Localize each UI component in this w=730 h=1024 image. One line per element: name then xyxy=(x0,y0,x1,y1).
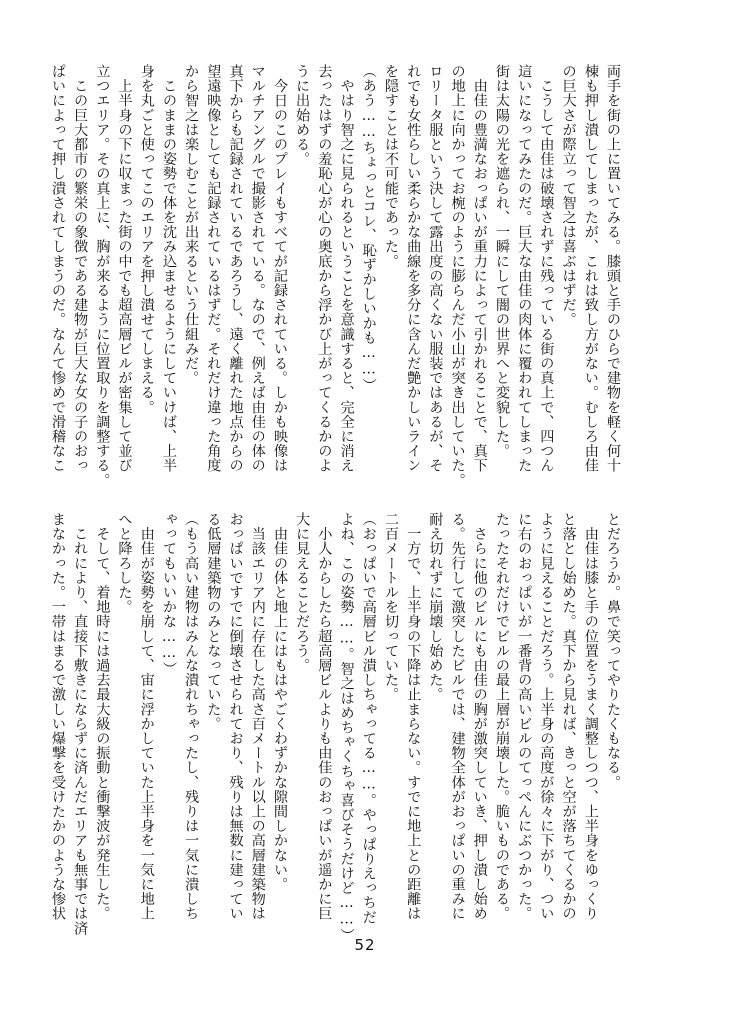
lower-text-line: る。先行して激突したビルでは、建物全体がおっぱいの重みに xyxy=(449,512,466,921)
upper-text-line: 今日のこのプレイもすべてが記録されている。しかも映像は xyxy=(271,64,288,473)
upper-text-line: 立つエリア。その真上に、胸が来るように位置取りを調整する。 xyxy=(94,64,111,488)
lower-text-line: さらに他のビルにも由佳の胸が激突していき、押し潰し始め xyxy=(471,512,488,921)
upper-text-block xyxy=(49,64,624,496)
lower-text-line: そして、着地時には過去最大級の振動と衝撃波が発生した。 xyxy=(94,512,111,921)
lower-text-line: 耐え切れずに崩壊し始めた。 xyxy=(427,512,444,702)
lower-text-line: 大に見えることだろう。 xyxy=(294,512,311,673)
lower-text-line: これにより、直接下敷きにならずに済んだエリアも無事では済 xyxy=(72,512,89,936)
lower-text-line: よね、この姿勢……。智之はめちゃくちゃ喜びそうだけど……） xyxy=(338,512,355,943)
upper-text-line: 真下からも記録されているであろうし、遠く離れた地点からの xyxy=(227,64,244,473)
lower-text-block xyxy=(49,512,624,944)
upper-text-line: ロリータ服という決して露出度の高くない服装ではあるが、そ xyxy=(427,64,444,473)
upper-text-line: 望遠映像としても記録されているはずだ。それだけ違った角度 xyxy=(205,64,222,473)
upper-text-line: から智之は楽しむことが出来るという仕組みだ。 xyxy=(183,64,200,386)
upper-text-line: 身を丸ごと使ってこのエリアを押し潰せてしまえる。 xyxy=(138,64,155,415)
upper-text-line: このままの姿勢で体を沈み込ませるようにしていけば、上半 xyxy=(160,64,177,473)
upper-text-line: れでも女性らしい柔らかな曲線を多分に含んだ艶かしいライン xyxy=(405,64,422,473)
upper-text-line: 棟も押し潰してしまったが、これは致し方がない。むしろ由佳 xyxy=(582,64,599,473)
lower-text-line: ゃってもいいかな……） xyxy=(160,512,177,677)
upper-text-line: マルチアングルで撮影されている。なので、例えば由佳の体の xyxy=(249,64,266,473)
upper-text-line: を隠すことは不可能であった。 xyxy=(382,64,399,269)
lower-text-line: に右のおっぱいが一番背の高いビルのてっぺんにぶつかった。 xyxy=(516,512,533,921)
upper-text-line: ぱいによって押し潰されてしまうのだ。なんて惨めで滑稽なこ xyxy=(49,64,66,473)
upper-text-line: 上半身の下に収まった街の中でも超高層ビルが密集して並び xyxy=(116,64,133,473)
upper-text-line: こうして由佳は破壊されずに残っている街の真上で、四つん xyxy=(538,64,555,473)
upper-text-line: この巨大都市の繁栄の象徴である建物が巨大な女の子のおっ xyxy=(72,64,89,473)
lower-text-line: へと降ろした。 xyxy=(116,512,133,615)
lower-text-line: 当該エリア内に存在した高さ百メートル以上の高層建築物は xyxy=(249,512,266,921)
lower-text-line: 一方で、上半身の下降は止まらない。すでに地上との距離は xyxy=(405,512,422,921)
upper-text-line: 由佳の豊満なおっぱいが重力によって引かれることで、真下 xyxy=(471,64,488,473)
lower-text-line: 由佳が姿勢を崩して、宙に浮かしていた上半身を一気に地上 xyxy=(138,512,155,921)
upper-text-line: 街は太陽の光を遮られ、一瞬にして闇の世界へと変貌した。 xyxy=(493,64,510,459)
lower-text-line: 二百メートルを切っていた。 xyxy=(382,512,399,702)
upper-text-line: 這いになってみたのだ。巨大な由佳の肉体に覆われてしまった xyxy=(516,64,533,473)
upper-text-line: （あう……ちょっとコレ、恥ずかしいかも……） xyxy=(360,64,377,393)
lower-text-line: （もう高い建物はみんな潰れちゃったし、残りは一気に潰しち xyxy=(183,512,200,921)
page-number: 52 xyxy=(354,936,376,954)
lower-text-line: 由佳の体と地上にはもはやごくわずかな隙間しかない。 xyxy=(271,512,288,892)
lower-text-line: （おっぱいで高層ビル潰しちゃってる……。やっぱりえっちだ xyxy=(360,512,377,925)
lower-text-line: まなかった。一帯はまるで激しい爆撃を受けたかのような惨状 xyxy=(49,512,66,921)
lower-text-line: とだろうか。鼻で笑ってやりたくもなる。 xyxy=(605,512,621,790)
upper-text-line: やはり智之に見られるということを意識すると、完全に消え xyxy=(338,64,355,473)
upper-text-line: うに出始める。 xyxy=(294,64,311,167)
lower-text-line: たったそれだけでビルの最上層が崩壊した。脆いものである。 xyxy=(493,512,510,921)
lower-text-line: ように見えることだろう。上半身の高度が徐々に下がり、つい xyxy=(538,512,555,921)
lower-text-line: おっぱいですでに倒壊させられており、残りは無数に建ってい xyxy=(227,512,244,921)
upper-text-line: 両手を街の上に置いてみる。膝頭と手のひらで建物を軽く何十 xyxy=(605,64,621,473)
upper-text-line: 去ったはずの羞恥心が心の奥底から浮かび上がってくるかのよ xyxy=(316,64,333,473)
lower-text-line: る低層建築物のみとなっていた。 xyxy=(205,512,222,731)
upper-text-line: の地上に向かってお椀のように膨らんだ小山が突き出していた。 xyxy=(449,64,466,488)
upper-text-line: の巨大さが際立って智之は喜ぶはずだ。 xyxy=(560,64,577,327)
lower-text-line: 小人からしたら超高層ビルよりも由佳のおっぱいが遥かに巨 xyxy=(316,512,333,921)
lower-text-line: 由佳は膝と手の位置をうまく調整しつつ、上半身をゆっくり xyxy=(582,512,599,921)
lower-text-line: と落とし始めた。真下から見れば、きっと空が落ちてくるかの xyxy=(560,512,577,921)
